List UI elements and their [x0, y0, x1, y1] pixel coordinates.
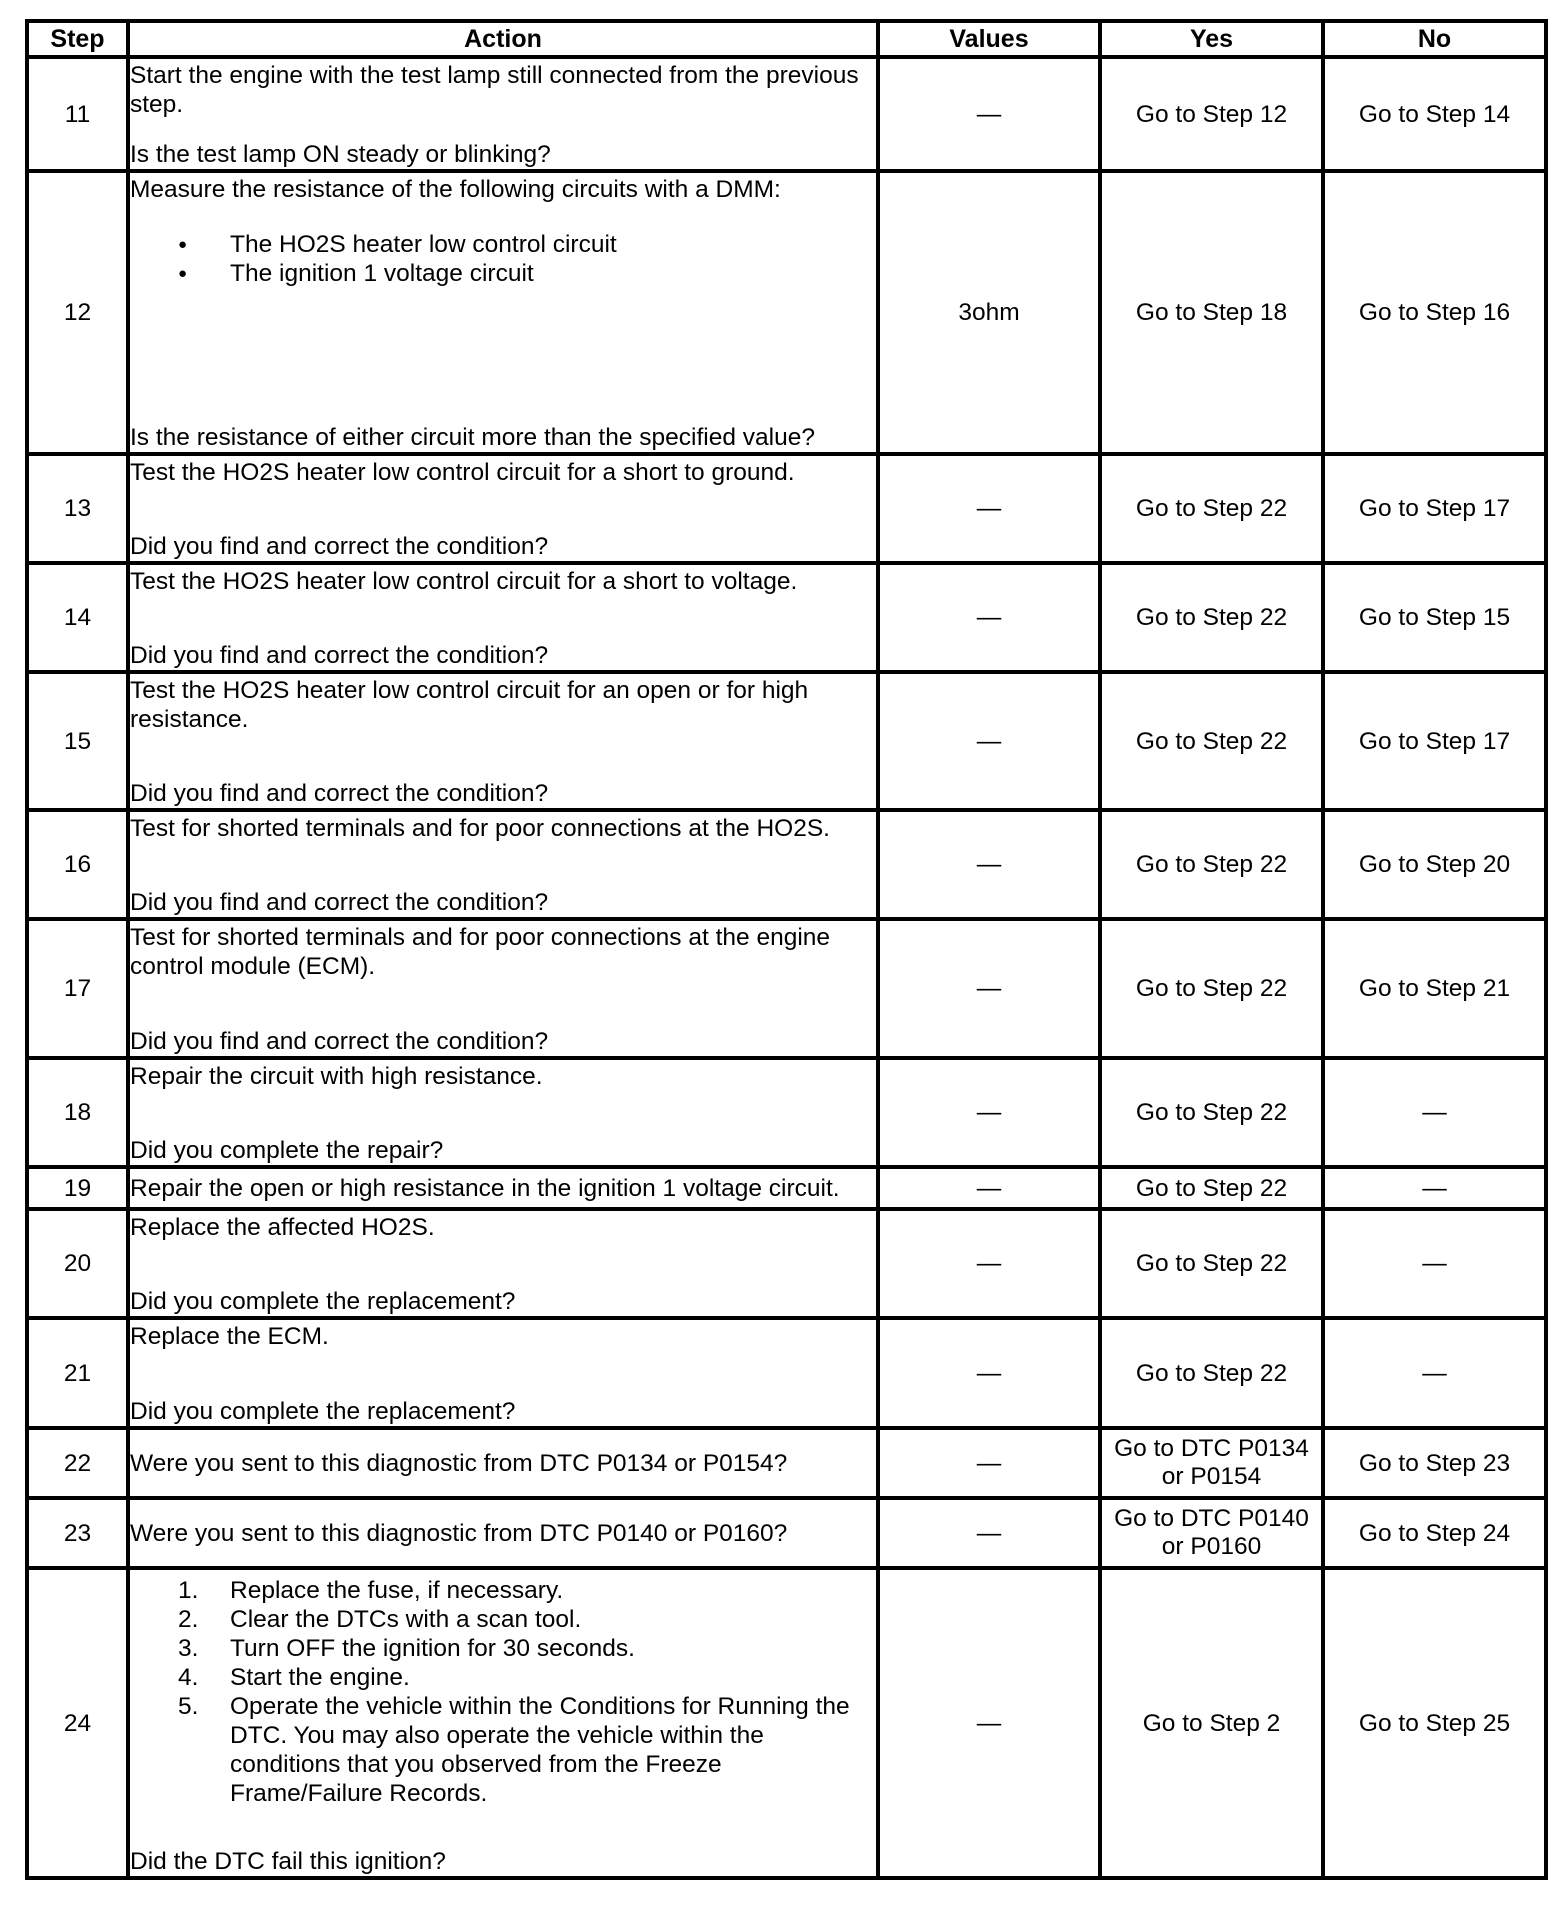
action-text: Test for shorted terminals and for poor connections at the HO2S.: [130, 815, 830, 842]
list-number: 1.: [178, 1577, 199, 1604]
yes-cell: Go to Step 22: [1100, 1167, 1323, 1209]
action-question: Did you complete the replacement?: [130, 1288, 516, 1315]
step-number: 15: [27, 672, 128, 810]
action-cell: [128, 1568, 878, 1878]
header-step: Step: [27, 21, 128, 57]
action-question: Did the DTC fail this ignition?: [130, 1848, 446, 1875]
action-cell: [128, 1058, 878, 1167]
action-cell: [128, 810, 878, 919]
yes-cell: Go to Step 22: [1100, 919, 1323, 1058]
action-text: Measure the resistance of the following circuits with a DMM:: [130, 176, 781, 203]
action-question: Did you find and correct the condition?: [130, 780, 549, 807]
list-number: 5.: [178, 1693, 199, 1720]
step-number: 12: [27, 171, 128, 454]
values-cell: —: [878, 57, 1100, 171]
yes-cell: [1100, 1428, 1323, 1498]
action-text: Test the HO2S heater low control circuit for a short to voltage.: [130, 568, 798, 595]
values-cell: 3ohm: [878, 171, 1100, 454]
action-text: Test for shorted terminals and for poor connections at the engine control module (ECM).: [130, 924, 831, 980]
no-cell: Go to Step 23: [1323, 1428, 1546, 1498]
action-cell: [128, 1209, 878, 1318]
step-number: 21: [27, 1318, 128, 1428]
no-cell: Go to Step 15: [1323, 563, 1546, 672]
values-cell: —: [878, 1568, 1100, 1878]
list-text: Clear the DTCs with a scan tool.: [230, 1606, 582, 1633]
action-question: Did you find and correct the condition?: [130, 889, 549, 916]
no-cell: —: [1323, 1167, 1546, 1209]
numbered-list: [130, 1576, 876, 1808]
step-number: 19: [27, 1167, 128, 1209]
table-row: [27, 1568, 1546, 1878]
action-cell: [128, 1318, 878, 1428]
table-row: [27, 1167, 1546, 1209]
values-cell: —: [878, 1209, 1100, 1318]
action-question: Did you complete the repair?: [130, 1137, 444, 1164]
action-question: Did you complete the replacement?: [130, 1398, 516, 1425]
no-cell: Go to Step 16: [1323, 171, 1546, 454]
no-cell: Go to Step 21: [1323, 919, 1546, 1058]
table-row: [27, 57, 1546, 171]
no-cell: Go to Step 17: [1323, 454, 1546, 563]
no-cell: Go to Step 14: [1323, 57, 1546, 171]
yes-cell: Go to Step 22: [1100, 672, 1323, 810]
yes-cell: Go to Step 22: [1100, 810, 1323, 919]
action-question: Is the test lamp ON steady or blinking?: [130, 141, 551, 168]
table-row: [27, 1498, 1546, 1568]
action-question: Did you find and correct the condition?: [130, 1028, 549, 1055]
yes-cell: Go to Step 22: [1100, 454, 1323, 563]
step-number: 22: [27, 1428, 128, 1498]
action-cell: [128, 1428, 878, 1498]
header-yes: Yes: [1100, 21, 1323, 57]
yes-line: Go to DTC P0140: [1114, 1505, 1309, 1532]
table-row: [27, 810, 1546, 919]
step-number: 20: [27, 1209, 128, 1318]
table-row: [27, 1058, 1546, 1167]
values-cell: —: [878, 1498, 1100, 1568]
step-number: 11: [27, 57, 128, 171]
table-row: [27, 454, 1546, 563]
action-cell: [128, 454, 878, 563]
list-number: 4.: [178, 1664, 199, 1691]
action-text: Replace the affected HO2S.: [130, 1214, 435, 1241]
table-row: [27, 1209, 1546, 1318]
yes-cell: Go to Step 22: [1100, 1209, 1323, 1318]
table-row: [27, 563, 1546, 672]
action-cell: [128, 672, 878, 810]
yes-cell: Go to Step 22: [1100, 1318, 1323, 1428]
yes-cell: [1100, 1498, 1323, 1568]
no-cell: —: [1323, 1209, 1546, 1318]
yes-line: Go to DTC P0134: [1114, 1435, 1309, 1462]
yes-cell: Go to Step 2: [1100, 1568, 1323, 1878]
header-action: Action: [128, 21, 878, 57]
yes-line: or P0160: [1161, 1533, 1262, 1560]
step-number: 18: [27, 1058, 128, 1167]
step-number: 24: [27, 1568, 128, 1878]
table-row: [27, 171, 1546, 454]
yes-cell: Go to Step 12: [1100, 57, 1323, 171]
action-question: Is the resistance of either circuit more than the specified value?: [130, 424, 815, 451]
list-item: [178, 1605, 876, 1634]
action-text: Replace the ECM.: [130, 1323, 329, 1350]
values-cell: —: [878, 454, 1100, 563]
list-item: [178, 1576, 876, 1605]
list-text: Replace the fuse, if necessary.: [230, 1577, 564, 1604]
action-cell: [128, 171, 878, 454]
values-cell: —: [878, 1318, 1100, 1428]
no-cell: —: [1323, 1318, 1546, 1428]
values-cell: —: [878, 563, 1100, 672]
header-row: [27, 21, 1546, 57]
values-cell: —: [878, 919, 1100, 1058]
step-number: 17: [27, 919, 128, 1058]
action-text: Were you sent to this diagnostic from DTC P0140 or P0160?: [130, 1519, 788, 1547]
yes-cell: Go to Step 18: [1100, 171, 1323, 454]
no-cell: —: [1323, 1058, 1546, 1167]
step-number: 16: [27, 810, 128, 919]
values-cell: —: [878, 1058, 1100, 1167]
yes-cell: Go to Step 22: [1100, 563, 1323, 672]
list-number: 2.: [178, 1606, 199, 1633]
values-cell: —: [878, 1167, 1100, 1209]
values-cell: —: [878, 1428, 1100, 1498]
action-text: Test the HO2S heater low control circuit for a short to ground.: [130, 459, 795, 486]
yes-cell: Go to Step 22: [1100, 1058, 1323, 1167]
list-text: Turn OFF the ignition for 30 seconds.: [230, 1635, 635, 1662]
table-row: [27, 1318, 1546, 1428]
action-text: Test the HO2S heater low control circuit for an open or for high resistance.: [130, 677, 809, 733]
action-text: Repair the open or high resistance in the ignition 1 voltage circuit.: [130, 1174, 840, 1202]
no-cell: Go to Step 17: [1323, 672, 1546, 810]
diagnostic-table: [25, 19, 1548, 1880]
bullet-list: [130, 230, 876, 288]
action-text: Start the engine with the test lamp still connected from the previous step.: [130, 62, 859, 118]
no-cell: Go to Step 25: [1323, 1568, 1546, 1878]
action-cell: [128, 919, 878, 1058]
table-row: [27, 919, 1546, 1058]
list-item: [178, 1663, 876, 1692]
values-cell: —: [878, 672, 1100, 810]
list-text: Start the engine.: [230, 1664, 410, 1691]
action-text: Repair the circuit with high resistance.: [130, 1063, 543, 1090]
action-text: Were you sent to this diagnostic from DTC P0134 or P0154?: [130, 1449, 788, 1477]
yes-line: or P0154: [1161, 1463, 1262, 1490]
step-number: 13: [27, 454, 128, 563]
step-number: 14: [27, 563, 128, 672]
action-question: Did you find and correct the condition?: [130, 533, 549, 560]
list-item: ● The HO2S heater low control circuit: [230, 230, 876, 259]
list-text: Operate the vehicle within the Conditions for Running the DTC. You may also operate the vehicle within the conditions that you observed from the Freeze Frame/Failure Records.: [230, 1693, 850, 1807]
step-number: 23: [27, 1498, 128, 1568]
action-cell: [128, 57, 878, 171]
action-question: Did you find and correct the condition?: [130, 642, 549, 669]
header-values: Values: [878, 21, 1100, 57]
values-cell: —: [878, 810, 1100, 919]
action-cell: [128, 563, 878, 672]
no-cell: Go to Step 24: [1323, 1498, 1546, 1568]
no-cell: Go to Step 20: [1323, 810, 1546, 919]
header-no: No: [1323, 21, 1546, 57]
list-item: ● The ignition 1 voltage circuit: [230, 259, 876, 288]
table-row: [27, 672, 1546, 810]
action-cell: [128, 1167, 878, 1209]
action-cell: [128, 1498, 878, 1568]
list-item: [178, 1692, 876, 1808]
table-row: [27, 1428, 1546, 1498]
list-number: 3.: [178, 1635, 199, 1662]
list-item: [178, 1634, 876, 1663]
